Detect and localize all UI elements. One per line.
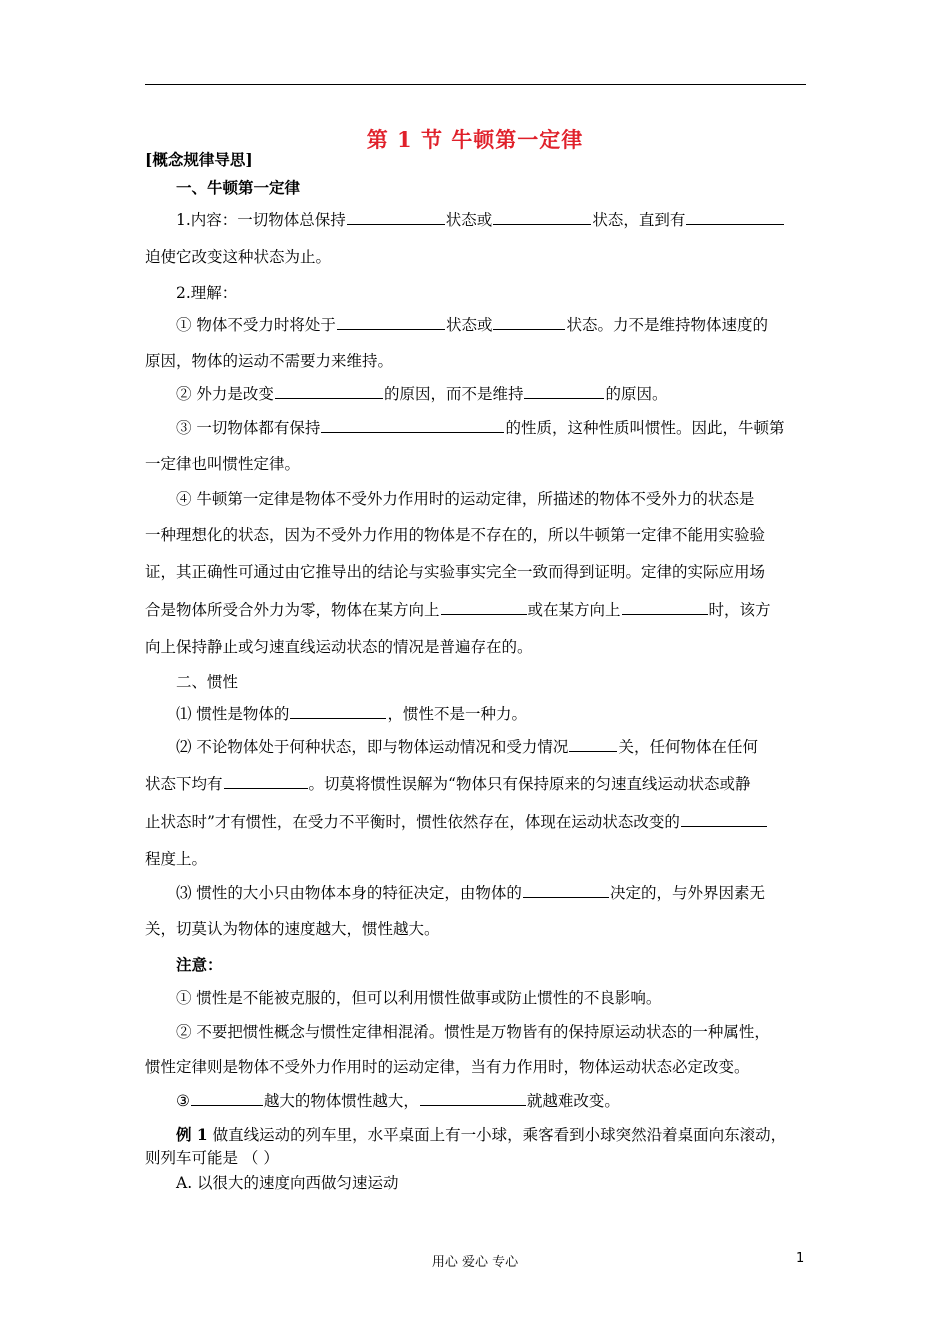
note-3: ③ 越大的物体惯性越大， 就越难改变。 <box>176 1092 620 1110</box>
fill-blank[interactable] <box>569 750 617 752</box>
fill-blank[interactable] <box>681 825 767 827</box>
fill-blank[interactable] <box>493 223 591 225</box>
page-number: 1 <box>796 1251 805 1266</box>
example-1-option-a[interactable]: A. 以很大的速度向西做匀速运动 <box>176 1174 399 1192</box>
paragraph-3: ① 物体不受力时将处于 状态或 状态。力不是维持物体速度的 <box>176 316 768 334</box>
section-heading-2: 二、惯性 <box>176 673 239 691</box>
paragraph-6-line5: 向上保持静止或匀速直线运动状态的情况是普遍存在的。 <box>145 638 533 656</box>
example-1-cont: 则列车可能是 （ ） <box>145 1149 279 1167</box>
fill-blank[interactable] <box>191 1104 263 1106</box>
paragraph-3-cont: 原因，物体的运动不需要力来维持。 <box>145 352 394 370</box>
fill-blank[interactable] <box>420 1104 526 1106</box>
paragraph-6-line2: 一种理想化的状态，因为不受外力作用的物体是不存在的，所以牛顿第一定律不能用实验验 <box>145 526 766 544</box>
paragraph-4: ② 外力是改变 的原因，而不是维持 的原因。 <box>176 385 668 403</box>
inertia-item-1: ⑴ 惯性是物体的 ，惯性不是一种力。 <box>176 705 527 723</box>
fill-blank[interactable] <box>523 896 609 898</box>
paragraph-6-line3: 证，其正确性可通过由它推导出的结论与实验事实完全一致而得到证明。定律的实际应用场 <box>145 563 766 581</box>
note-2-cont: 惯性定律则是物体不受外力作用时的运动定律，当有力作用时，物体运动状态必定改变。 <box>145 1058 750 1076</box>
inertia-item-3-cont: 关，切莫认为物体的速度越大，惯性越大。 <box>145 920 440 938</box>
fill-blank[interactable] <box>493 328 565 330</box>
note-1: ① 惯性是不能被克服的，但可以利用惯性做事或防止惯性的不良影响。 <box>176 989 662 1007</box>
paragraph-2: 2.理解： <box>176 284 238 302</box>
inertia-item-2-line2: 状态下均有 。切莫将惯性误解为“物体只有保持原来的匀速直线运动状态或静 <box>145 775 751 793</box>
fill-blank[interactable] <box>347 223 445 225</box>
note-heading: 注意： <box>176 955 223 974</box>
page-title: 第 1 节 牛顿第一定律 <box>366 127 584 152</box>
paragraph-5-cont: 一定律也叫惯性定律。 <box>145 455 301 473</box>
section-tag: [概念规律导思] <box>145 150 253 169</box>
paragraph-6: ④ 牛顿第一定律是物体不受外力作用时的运动定律，所描述的物体不受外力的状态是 <box>176 490 755 508</box>
fill-blank[interactable] <box>275 397 383 399</box>
inertia-item-3: ⑶ 惯性的大小只由物体本身的特征决定，由物体的 决定的，与外界因素无 <box>176 884 765 902</box>
fill-blank[interactable] <box>622 613 708 615</box>
inertia-item-2-line4: 程度上。 <box>145 850 208 868</box>
example-label: 例 1 <box>176 1125 208 1144</box>
note-2: ② 不要把惯性概念与惯性定律相混淆。惯性是万物皆有的保持原运动状态的一种属性， <box>176 1023 770 1041</box>
fill-blank[interactable] <box>337 328 445 330</box>
page-footer: 用心 爱心 专心 <box>431 1255 519 1270</box>
fill-blank[interactable] <box>321 431 504 433</box>
fill-blank[interactable] <box>524 397 604 399</box>
fill-blank[interactable] <box>686 223 784 225</box>
inertia-item-2-line3: 止状态时”才有惯性，在受力不平衡时，惯性依然存在，体现在运动状态改变的 <box>145 815 768 831</box>
inertia-item-2: ⑵ 不论物体处于何种状态，即与物体运动情况和受力情况 关，任何物体在任何 <box>176 738 758 756</box>
fill-blank[interactable] <box>441 613 527 615</box>
paragraph-6-line4: 合是物体所受合外力为零，物体在某方向上 或在某方向上 时，该方 <box>145 601 771 619</box>
header-rule <box>145 84 806 85</box>
section-heading-1: 一、牛顿第一定律 <box>176 178 301 197</box>
paragraph-1-cont: 迫使它改变这种状态为止。 <box>145 248 332 266</box>
paragraph-1: 1.内容：一切物体总保持 状态或 状态，直到有 <box>176 213 785 229</box>
paragraph-5: ③ 一切物体都有保持 的性质，这种性质叫惯性。因此，牛顿第 <box>176 419 785 437</box>
fill-blank[interactable] <box>224 787 308 789</box>
fill-blank[interactable] <box>290 717 386 719</box>
example-1: 例 1 做直线运动的列车里，水平桌面上有一小球，乘客看到小球突然沿着桌面向东滚动， <box>176 1125 787 1144</box>
